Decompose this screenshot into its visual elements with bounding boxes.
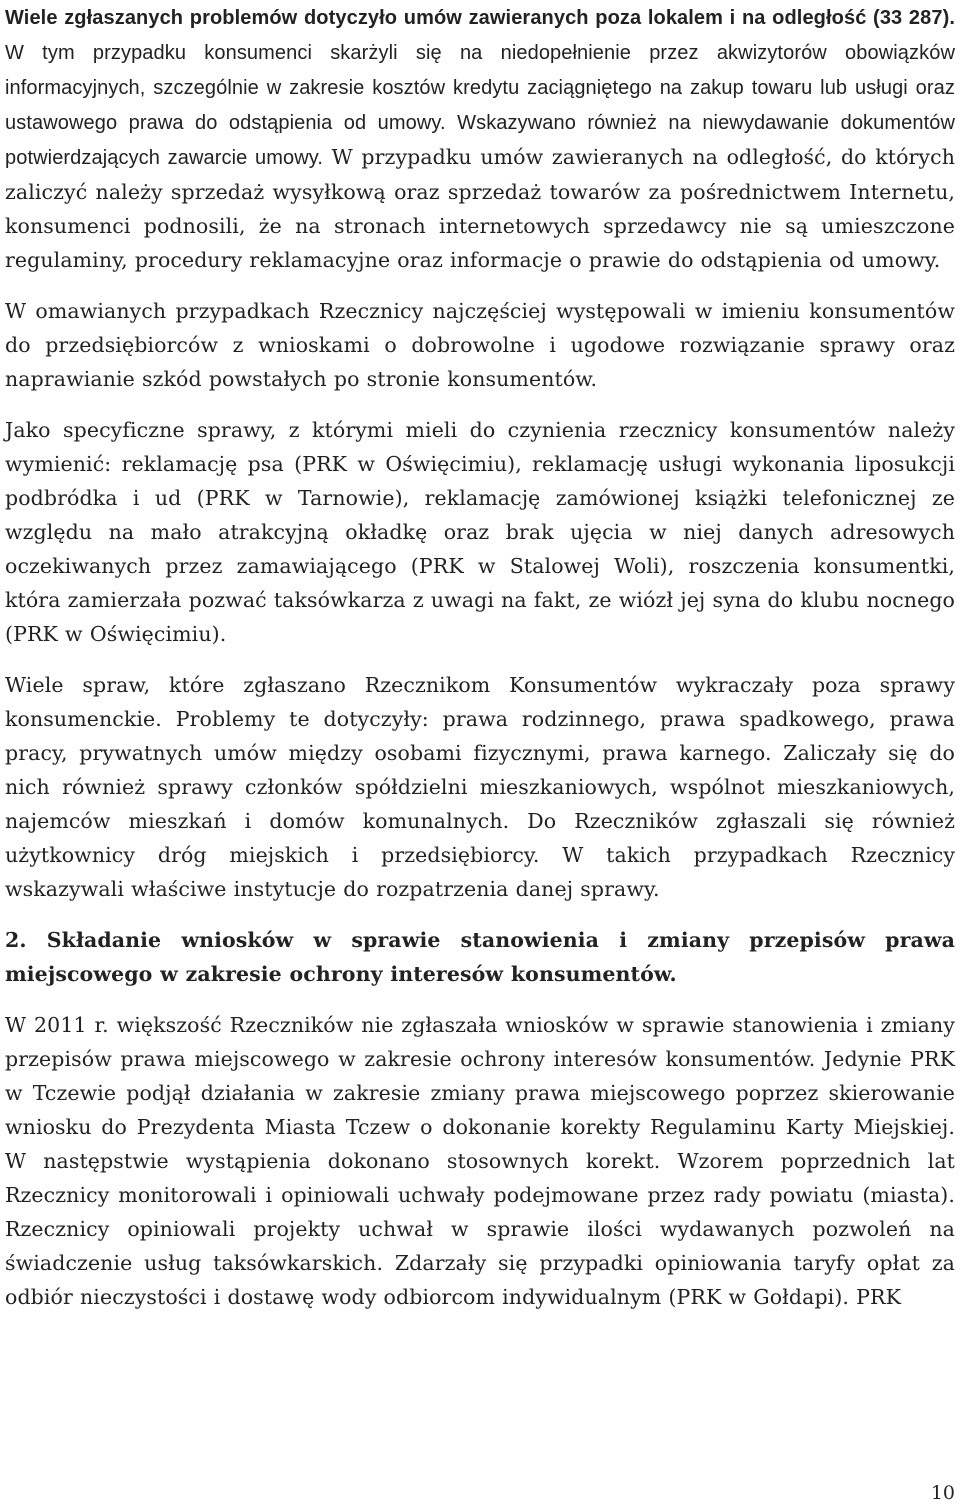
section-heading: 2. Składanie wniosków w sprawie stanowienia i zmiany przepisów prawa miejscowego w zakresie ochrony interesów konsumentów. [5,928,955,986]
paragraph-serif-text: W przypadku umów zawieranych na odległość, do których zaliczyć należy sprzedaż wysyłkową oraz sprzedaż towarów za pośrednictwem Internetu, konsumenci podnosili, że na stronach internetowych sprzedawcy nie są umieszczone regulaminy, procedury reklamacyjne oraz informacje o prawie do odstąpienia od umowy. [5,145,955,272]
paragraph-specific-cases: Jako specyficzne sprawy, z którymi mieli do czynienia rzecznicy konsumentów należy wymienić: reklamację psa (PRK w Oświęcimiu), reklamację usługi wykonania liposukcji podbródka i ud (PRK w Tarnowie), reklamację zamówionej książki telefonicznej ze względu na mało atrakcyjną okładkę oraz brak ujęcia w niej danych adresowych oczekiwanych przez zamawiającego (PRK w Stalowej Woli), roszczenia konsumentki, która zamierzała pozwać taksówkarza z uwagi na fakt, ze wiózł jej syna do klubu nocnego (PRK w Oświęcimiu). [5,418,955,646]
paragraph-contracts [5,0,955,277]
paragraph-sans-text: W tym przypadku konsumenci skarżyli się na niedopełnienie przez akwizytorów obowiązków informacyjnych, szczególnie w zakresie kosztów kredytu zaciągniętego na zakup towaru lub usługi oraz ustawowego prawa do odstąpienia od umowy. Wskazywano również na niewydawanie dokumentów potwierdzających zawarcie umowy. [5,42,955,169]
paragraph-lead-bold: Wiele zgłaszanych problemów dotyczyło umów zawieranych poza lokalem i na odległość (33 287). [5,7,955,29]
paragraph-actions: W omawianych przypadkach Rzecznicy najczęściej występowali w imieniu konsumentów do przedsiębiorców z wnioskami o dobrowolne i ugodowe rozwiązanie sprawy oraz naprawianie szkód powstałych po stronie konsumentów. [5,299,955,391]
paragraph-local-law: W 2011 r. większość Rzeczników nie zgłaszała wniosków w sprawie stanowienia i zmiany przepisów prawa miejscowego w zakresie ochrony interesów konsumentów. Jedynie PRK w Tczewie podjął działania w zakresie zmiany prawa miejscowego poprzez skierowanie wniosku do Prezydenta Miasta Tczew o dokonanie korekty Regulaminu Karty Miejskiej. W następstwie wystąpienia dokonano stosownych korekt. Wzorem poprzednich lat Rzecznicy monitorowali i opiniowali uchwały podejmowane przez rady powiatu (miasta). Rzecznicy opiniowali projekty uchwał w sprawie ilości wydawanych pozwoleń na świadczenie usług taksówkarskich. Zdarzały się przypadki opiniowania taryfy opłat za odbiór nieczystości i dostawę wody odbiorcom indywidualnym (PRK w Gołdapi). PRK [5,1013,955,1309]
document-page [5,0,955,1314]
paragraph-non-consumer-cases: Wiele spraw, które zgłaszano Rzecznikom Konsumentów wykraczały poza sprawy konsumenckie. Problemy te dotyczyły: prawa rodzinnego, prawa spadkowego, prawa pracy, prywatnych umów między osobami fizycznymi, prawa karnego. Zaliczały się do nich również sprawy członków spółdzielni mieszkaniowych, wspólnot mieszkaniowych, najemców mieszkań i domów komunalnych. Do Rzeczników zgłaszali się również użytkownicy dróg miejskich i przedsiębiorcy. W takich przypadkach Rzecznicy wskazywali właściwe instytucje do rozpatrzenia danej sprawy. [5,673,955,901]
page-number: 10 [930,1482,955,1504]
